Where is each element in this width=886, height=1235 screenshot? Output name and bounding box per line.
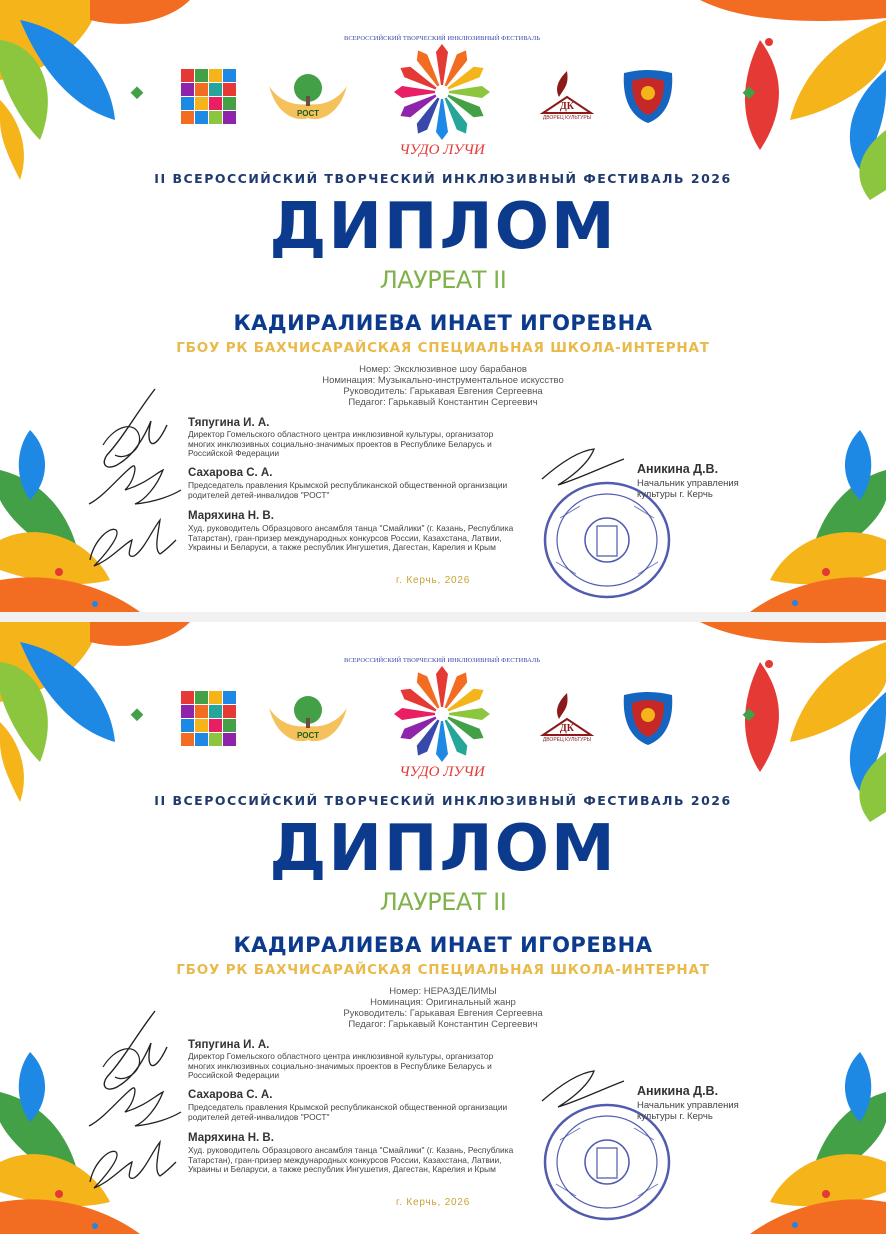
dk-label: ДК xyxy=(559,101,575,112)
city-year: г. Керчь, 2026 xyxy=(396,1197,471,1208)
signatory-2-name: Сахарова С. А. xyxy=(188,467,273,479)
diploma-1 xyxy=(0,0,886,612)
signatory-3-name: Маряхина Н. В. xyxy=(188,510,274,522)
emblem-top-text: ВСЕРОССИЙСКИЙ ТВОРЧЕСКИЙ ИНКЛЮЗИВНЫЙ ФЕСТИВАЛЬ xyxy=(344,657,540,664)
detail-line: Руководитель: Гарькавая Евгения Сергеевна xyxy=(343,1008,543,1019)
detail-line: Номер: НЕРАЗДЕЛИМЫ xyxy=(389,986,497,997)
signature-maryakhina xyxy=(80,1132,180,1198)
detail-line: Номер: Эксклюзивное шоу барабанов xyxy=(359,364,527,375)
festival-emblem xyxy=(344,28,540,160)
mosaic-logo xyxy=(181,69,237,125)
signatory-3-desc: Худ. руководитель Образцового ансамбля танца "Смайлики" (г. Казань, Республика Татарстан), гран-призер международных конкурсов России, Казахстана, Латвии, Украины и Беларуси, а также республик Ингушетия, Дагестан, Карелия и Крым xyxy=(188,1145,514,1175)
rost-label: РОСТ xyxy=(297,731,319,740)
dk-logo xyxy=(537,691,597,743)
emblem-bottom-text: ЧУДО ЛУЧИ xyxy=(399,764,485,780)
festival-title: II ВСЕРОССИЙСКИЙ ТВОРЧЕСКИЙ ИНКЛЮЗИВНЫЙ ФЕСТИВАЛЬ 2026 xyxy=(154,171,732,186)
signatory-1-desc: Директор Гомельского областного центра инклюзивной культуры, организатор многих инклюзивных социально-значимых проектов в Республике Беларусь и Российской Федерации xyxy=(188,1051,494,1081)
coat-of-arms-logo xyxy=(620,689,676,747)
emblem-top-text: ВСЕРОССИЙСКИЙ ТВОРЧЕСКИЙ ИНКЛЮЗИВНЫЙ ФЕСТИВАЛЬ xyxy=(344,35,540,42)
rost-label: РОСТ xyxy=(297,109,319,118)
signatory-1-name: Тяпугина И. А. xyxy=(188,1039,270,1051)
diploma-heading: ДИПЛОМ xyxy=(269,812,617,886)
dk-sub-label: ДВОРЕЦ КУЛЬТУРЫ xyxy=(542,737,592,743)
diploma-heading: ДИПЛОМ xyxy=(269,190,617,264)
rost-logo xyxy=(267,688,349,744)
city-year: г. Керчь, 2026 xyxy=(396,575,471,586)
rost-logo xyxy=(267,66,349,122)
signatory-1-desc: Директор Гомельского областного центра инклюзивной культуры, организатор многих инклюзивных социально-значимых проектов в Республике Беларусь и Российской Федерации xyxy=(188,429,494,459)
signatory-3-name: Маряхина Н. В. xyxy=(188,1132,274,1144)
organization-name: ГБОУ РК БАХЧИСАРАЙСКАЯ СПЕЦИАЛЬНАЯ ШКОЛА-ИНТЕРНАТ xyxy=(176,962,710,978)
detail-line: Руководитель: Гарькавая Евгения Сергеевна xyxy=(343,386,543,397)
award-title: ЛАУРЕАТ II xyxy=(379,888,507,916)
signatory-3-desc: Худ. руководитель Образцового ансамбля танца "Смайлики" (г. Казань, Республика Татарстан), гран-призер международных конкурсов России, Казахстана, Латвии, Украины и Беларуси, а также республик Ингушетия, Дагестан, Карелия и Крым xyxy=(188,523,514,553)
detail-line: Педагог: Гарькавый Константин Сергеевич xyxy=(348,397,538,408)
signatory-2-name: Сахарова С. А. xyxy=(188,1089,273,1101)
detail-line: Номинация: Музыкально-инструментальное искусство xyxy=(322,375,564,386)
right-signatory-name: Аникина Д.В. xyxy=(637,1084,719,1098)
award-title: ЛАУРЕАТ II xyxy=(379,266,507,294)
festival-emblem xyxy=(344,650,540,782)
recipient-name: КАДИРАЛИЕВА ИНАЕТ ИГОРЕВНА xyxy=(233,933,653,957)
page-divider xyxy=(0,612,886,622)
detail-line: Педагог: Гарькавый Константин Сергеевич xyxy=(348,1019,538,1030)
right-signatory-name: Аникина Д.В. xyxy=(637,462,719,476)
signatory-2-desc: Председатель правления Крымской республиканской общественной организации родителей детей-инвалидов "РОСТ" xyxy=(188,480,508,500)
signatory-1-name: Тяпугина И. А. xyxy=(188,417,270,429)
detail-line: Номинация: Оригинальный жанр xyxy=(370,997,516,1008)
organization-name: ГБОУ РК БАХЧИСАРАЙСКАЯ СПЕЦИАЛЬНАЯ ШКОЛА-ИНТЕРНАТ xyxy=(176,340,710,356)
dk-sub-label: ДВОРЕЦ КУЛЬТУРЫ xyxy=(542,115,592,121)
coat-of-arms-logo xyxy=(620,67,676,125)
right-signatory-desc: Начальник управления культуры г. Керчь xyxy=(637,1100,739,1122)
right-signatory-desc: Начальник управления культуры г. Керчь xyxy=(637,478,739,500)
dk-label: ДК xyxy=(559,723,575,734)
dk-logo xyxy=(537,69,597,121)
signature-sakharova xyxy=(85,460,185,514)
signature-sakharova xyxy=(85,1082,185,1136)
signature-maryakhina xyxy=(80,510,180,576)
recipient-name: КАДИРАЛИЕВА ИНАЕТ ИГОРЕВНА xyxy=(233,311,653,335)
signatory-2-desc: Председатель правления Крымской республиканской общественной организации родителей детей-инвалидов "РОСТ" xyxy=(188,1102,508,1122)
emblem-bottom-text: ЧУДО ЛУЧИ xyxy=(399,142,485,158)
festival-title: II ВСЕРОССИЙСКИЙ ТВОРЧЕСКИЙ ИНКЛЮЗИВНЫЙ ФЕСТИВАЛЬ 2026 xyxy=(154,793,732,808)
mosaic-logo xyxy=(181,691,237,747)
diploma-2 xyxy=(0,622,886,1234)
